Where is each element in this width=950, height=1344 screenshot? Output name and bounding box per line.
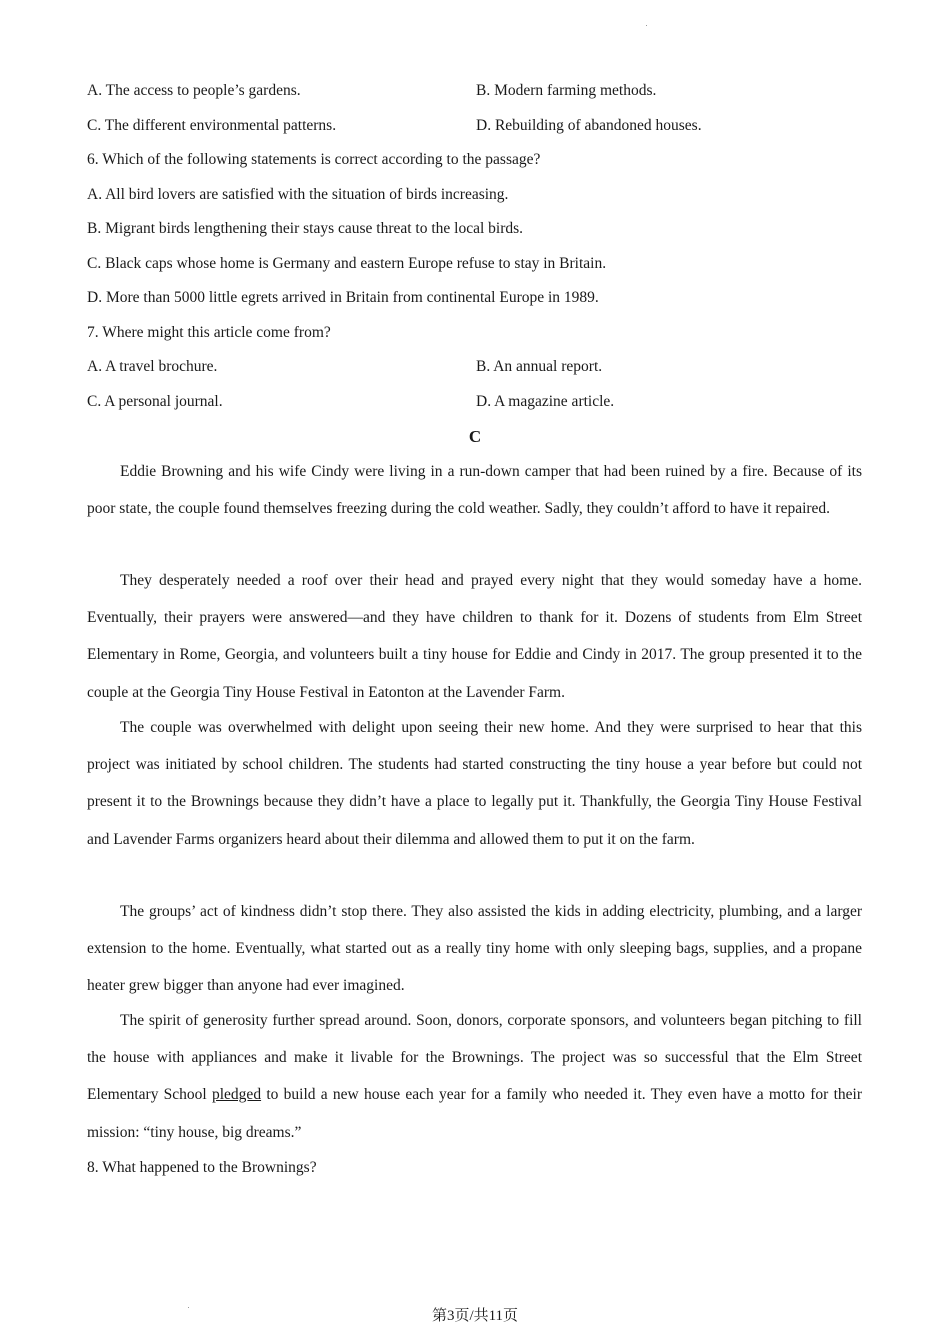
paragraph-5-text-after: to build a new house each year for a family who needed it. They even have a motto for their mission: “tiny house, big dreams.”	[87, 1086, 862, 1141]
q6-option-c: C. Black caps whose home is Germany and eastern Europe refuse to stay in Britain.	[87, 255, 607, 272]
section-title: C	[468, 427, 482, 446]
passage-paragraph-1: Eddie Browning and his wife Cindy were living in a run-down camper that had been ruined by a fire. Because of its poor state, the couple found themselves freezing during the cold weather. Sadly, they couldn’t afford to have it repaired.	[87, 463, 862, 518]
q7-option-c: C. A personal journal.	[87, 393, 223, 410]
q6-option-b: B. Migrant birds lengthening their stays cause threat to the local birds.	[87, 220, 524, 237]
passage-paragraph-5	[87, 1002, 862, 1151]
q7-option-b: B. An annual report.	[476, 358, 603, 375]
q6-option-a: A. All bird lovers are satisfied with the situation of birds increasing.	[87, 186, 509, 203]
q7-stem: 7. Where might this article come from?	[87, 324, 331, 341]
underlined-word-pledged: pledged	[212, 1086, 262, 1104]
q5-option-a: A. The access to people’s gardens.	[87, 82, 301, 99]
passage-paragraph-2: They desperately needed a roof over their head and prayed every night that they would someday have a home. Eventually, their prayers were answered—and they have children to thank for it. Dozens of students from Elm Street Elementary in Rome, Georgia, and volunteers built a tiny house for Eddie and Cindy in 2017. The group presented it to the couple at the Georgia Tiny House Festival in Eatonton at the Lavender Farm.	[87, 572, 862, 701]
page-number: 第3页/共11页	[431, 1308, 519, 1324]
q7-option-d: D. A magazine article.	[476, 393, 615, 410]
q5-option-c: C. The different environmental patterns.	[87, 117, 337, 134]
q7-option-a: A. A travel brochure.	[87, 358, 218, 375]
paragraph-5-text-before: The spirit of generosity further spread around. Soon, donors, corporate sponsors, and volunteers began pitching to fill the house with appliances and make it livable for the Brownings. The project was so successful that the Elm Street Elementary School	[87, 1012, 862, 1104]
q5-option-b: B. Modern farming methods.	[476, 82, 657, 99]
passage-paragraph-3: The couple was overwhelmed with delight upon seeing their new home. And they were surprised to hear that this project was initiated by school children. The students had started constructing the tiny house a year before but could not present it to the Brownings because they didn’t have a place to legally put it. Thankfully, the Georgia Tiny House Festival and Lavender Farms organizers heard about their dilemma and allowed them to put it on the farm.	[87, 719, 862, 848]
q8-stem: 8. What happened to the Brownings?	[87, 1159, 317, 1176]
passage-paragraph-4: The groups’ act of kindness didn’t stop there. They also assisted the kids in adding electricity, plumbing, and a larger extension to the home. Eventually, what started out as a really tiny home with only sleeping bags, supplies, and a propane heater grew bigger than anyone had ever imagined.	[87, 903, 862, 995]
q5-option-d: D. Rebuilding of abandoned houses.	[476, 117, 702, 134]
q6-stem: 6. Which of the following statements is correct according to the passage?	[87, 151, 541, 168]
q6-option-d: D. More than 5000 little egrets arrived in Britain from continental Europe in 1989.	[87, 289, 599, 306]
scan-dot	[646, 25, 647, 26]
